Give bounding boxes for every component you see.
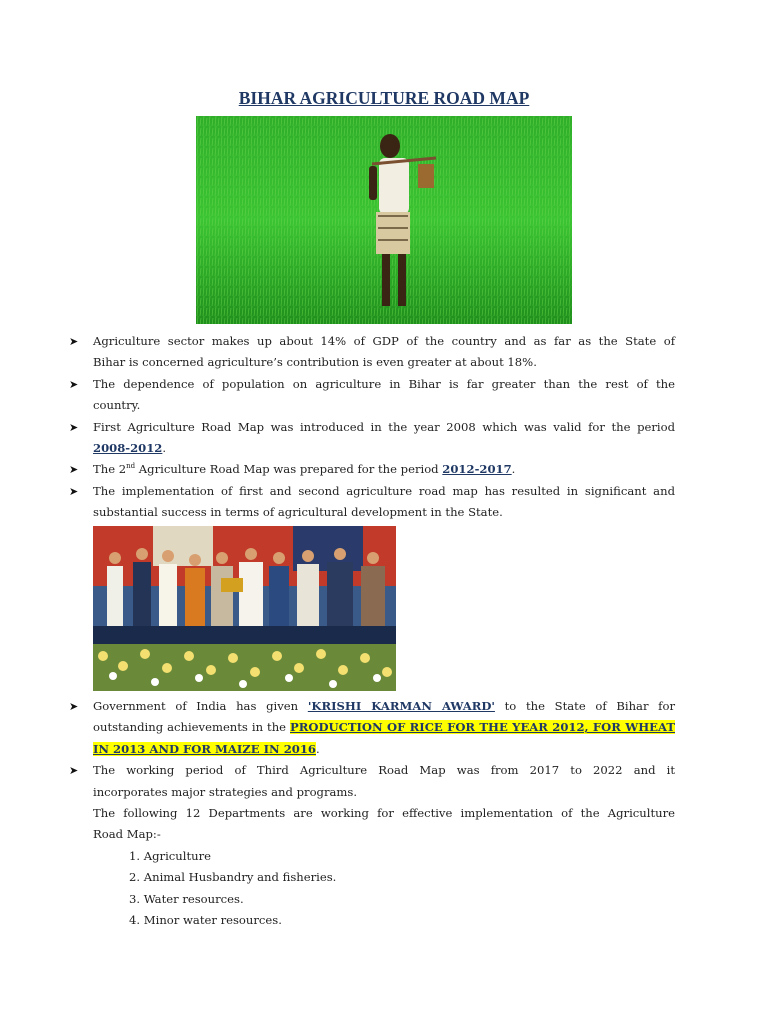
gdp-share-text-line-1: Agriculture sector makes up about 14% of GDP of the country and as far as the State of [93,334,675,348]
list-item [69,760,675,803]
award-text-line-1 [93,696,675,717]
departments-paragraph [69,803,675,846]
farmer-paddy-field-photo [196,116,572,324]
third-road-map-line-2: incorporates major strategies and programs. [93,784,358,799]
departments-intro-line-2: Road Map:- [93,827,161,842]
award-text-line-2 [93,717,675,738]
arrow-bullet-icon: ➤ [69,377,79,391]
arrow-bullet-icon: ➤ [69,700,79,713]
bullet-list-bottom [69,696,675,931]
gdp-share-text-line-2: Bihar is concerned agriculture’s contribution is even greater at about 18%. [93,355,537,370]
dependence-text-line-2: country. [93,398,141,413]
period-2012-2017-link[interactable]: 2012-2017 [442,462,512,477]
third-road-map-line-1: The working period of Third Agriculture Road Map was from 2017 to 2022 and it [93,763,675,778]
period-end: . [511,462,516,477]
list-item [69,374,675,417]
arrow-bullet-icon: ➤ [69,484,79,498]
arrow-bullet-icon: ➤ [69,420,79,434]
department-item: 2. Animal Husbandry and fisheries. [129,870,337,885]
implementation-text-line-1: The implementation of first and second agriculture road map has resulted in significant and [93,483,675,498]
award-text-line-3 [93,739,675,760]
highlighted-production-text-2: IN 2013 AND FOR MAIZE IN 2016 [93,741,316,756]
period-end: . [162,441,167,456]
department-item: 4. Minor water resources. [129,913,282,928]
departments-list [69,846,675,932]
arrow-bullet-icon: ➤ [69,335,79,348]
ordinal-superscript: nd [126,462,136,471]
implementation-text-line-2: substantial success in terms of agricultural development in the State. [93,505,503,520]
highlighted-production-text: PRODUCTION OF RICE FOR THE YEAR 2012, FOR WHEAT [290,720,675,735]
arrow-bullet-icon: ➤ [69,764,79,778]
award-post: to the State of Bihar for [494,699,675,713]
department-item: 3. Water resources. [129,891,244,906]
second-road-map-mid: Agriculture Road Map was prepared for the period [135,462,443,477]
award-ceremony-photo [93,526,396,691]
first-road-map-period-line [93,438,675,459]
second-road-map-pre: The 2 [93,462,127,477]
second-road-map-line [93,459,675,480]
bullet-list-top [69,331,675,524]
dependence-text-line-1: The dependence of population on agriculture in Bihar is far greater than the rest of the [93,376,675,391]
departments-intro-line-1: The following 12 Departments are working for effective implementation of the Agriculture [93,806,675,821]
arrow-bullet-icon: ➤ [69,463,79,477]
page-title: BIHAR AGRICULTURE ROAD MAP [238,88,530,108]
award-pre: Government of India has given [93,699,308,713]
departments-list-container [69,846,675,932]
list-item [69,331,675,374]
department-item: 1. Agriculture [129,848,211,863]
first-road-map-text: First Agriculture Road Map was introduced in the year 2008 which was valid for the period [93,419,675,434]
award-line2-pre: outstanding achievements in the [93,720,291,735]
list-item [69,417,675,460]
krishi-karman-award-link[interactable]: 'KRISHI KARMAN AWARD' [307,699,495,713]
period-2008-2012-link[interactable]: 2008-2012 [93,441,163,456]
list-item [69,481,675,524]
list-item [69,696,675,760]
list-item [69,459,675,480]
award-end: . [315,741,320,756]
